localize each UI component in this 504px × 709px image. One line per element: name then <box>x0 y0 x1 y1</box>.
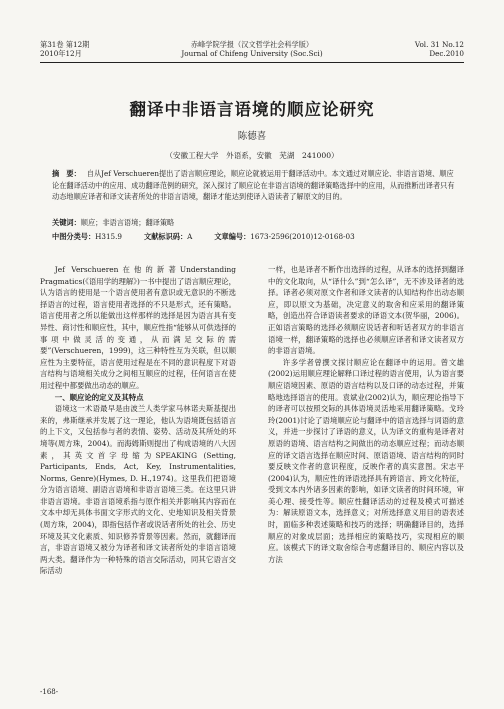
header-right <box>415 40 464 58</box>
doc-code: A <box>187 232 193 241</box>
abstract <box>52 168 456 203</box>
date-en: Dec.2010 <box>429 49 464 58</box>
journal-name-cn: 赤峰学院学报（汉文哲学社会科学版） <box>190 40 314 49</box>
header-left <box>40 40 89 58</box>
body-paragraph: 许多学者曾撰文探讨顺应论在翻译中的运用。曾文雄(2002)运用顺应理论解释口译过程的语言使用，认为语言要顺应语境因素、原语的语言结构以及口译的动态过程，并策略地选择语言的使用。袁斌业(2002)认为，顺应理论指导下的译者可以按照交际的具体语境灵活地采用翻译策略。戈玲玲(2001)讨论了语境顺应论与翻译中的语言选择与词语的意义，并进一步探讨了译语的意义，认为译文的重构是译者对原语的语境、语言结构之间做出的动态顺应过程；而动态顺应的译文语言选择在顺应时间、原语语境、语言结构的同时要反映文作者的意识程度，反映作者的真实意图。宋志平(2004)认为，顺应性的译语选择具有跨语言、跨文化特征，受到文本内外诸多因素的影响，如译文读者的时间环境，审美心理、接受性等。顺应性翻译活动的过程及模式可描述为：解读原语文本，选择意义；对所选择意义用目的语表述时，面临多种表述策略和技巧的选择；明确翻译目的，选择顺应的对象成层面；选择相应的策略技巧，实现相应的顺应。该模式下的译文取舍综合考虑翻译目的、顺应内容以及方法 <box>268 357 464 564</box>
keywords-label: 关键词： <box>52 218 81 227</box>
abstract-text: 自从Jef Verschueren提出了语言顺应理论，顺应论就被运用于翻译活动中。本文通过对顺应论、非语言语境、顺应论在翻译活动中的应用、成功翻译范例的研究，深入探讨了顺应论在非语言语境的翻译策略选择中的应用，从而推断出译者只有动态地顺应译者和译文读者所处的非语言语境，翻译才能达到使译入语读者了解原文的目的。 <box>52 169 455 201</box>
clc-label: 中图分类号： <box>52 232 96 241</box>
article-number: 1673-2596(2010)12-0168-03 <box>250 232 355 241</box>
author-affiliation: （安徽工程大学 外语系，安徽 芜湖 241000） <box>165 151 339 160</box>
page-number: -168- <box>40 688 59 696</box>
classification-line <box>52 232 456 242</box>
volume-issue-en: Vol. 31 No.12 <box>414 40 464 49</box>
paper-author: 陈德喜 <box>237 131 267 142</box>
body-paragraph: Jef Verschueren在他的新著Understanding Pragmatics(《语用学的理解》)一书中提出了语言顺应理论，认为语言的使用是一个语言使用者有意识或无意识的不断选择语言的过程，语言使用者选择的不只是形式，还有策略。语言使用者之所以能做出这样那样的选择是因为语言具有变异性、商讨性和顺应性，其中，顺应性指“能够从可供选择的事项中做灵活的变通，从而满足交际的需要”(Verschueren，1999)，这三种特性互为关联，但以顺应性为主要特征，语言使用过程是在不同的意识程度下对语言结构与语境相关成分之间相互顺应的过程，任何语言在使用过程中都要做出动态的顺应。 <box>40 265 236 390</box>
section-heading: 一、顺应论的定义及其特点 <box>54 392 144 402</box>
article-number-label: 文章编号： <box>214 232 251 241</box>
body-column-right <box>268 264 464 565</box>
body-column-left <box>40 264 236 577</box>
body-paragraph: 一样，也是译者不断作出选择的过程，从译本的选择到翻译中的文化取向，从“译什么”到“怎么译”，无不涉及译者的选择。译者必须对原文作者和译文读者的认知结构作出动态顺应，即以原文为基础，决定意义的取舍和应采用的翻译策略，创造出符合译语读者要求的译语文本(贺华丽，2006)。正如语言策略的选择必须顺应说话者和听话者双方的非语言语境一样，翻译策略的选择也必须顺应译者和译文读者双方的非语言语境。 <box>268 265 464 356</box>
volume-issue-cn: 第31卷 第12期 <box>40 40 90 49</box>
clc-number: H315.9 <box>95 232 122 241</box>
abstract-label: 摘 要： <box>52 169 81 178</box>
header-center <box>130 40 374 58</box>
date-cn: 2010年12月 <box>40 49 82 58</box>
header-rule <box>40 62 464 63</box>
body-paragraph: 语境这一术语最早是由波兰人类学家马林诺夫斯基提出来的，弗斯继承并发展了这一理论，他认为语境既包括语言的上下文，又包括参与者的表情、姿势、活动及其所处的环境等(周方珠，2004)。而海姆斯则提出了构成语境的八大因素，其英文首字母缩为SPEAKING (Setting, Participants, Ends, Act, Key, Instrumentalities, Norms, Genre)(Hymes, D. H.,1974)。这里我们把语境分为语言语境、副语言语境和非语言语境三类。在这里只讲非语言语境。非语言语境系指与原作相关并影响其内容而在文本中却无具体书面文字形式的文化、史地知识及相关背景(周方珠，2004)，即指包括作者或说话者所处的社会、历史环境及其文化素质、知识修养背景等因素。然而，就翻译而言，非语言语境又被分为译者和译文读者所处的非语言语境两大类。翻译作为一种特殊的语言交际活动，同其它语言交际活动 <box>40 404 236 576</box>
keywords <box>52 218 456 228</box>
doc-code-label: 文献标识码： <box>144 232 188 241</box>
journal-name-en: Journal of Chifeng University (Soc.Sci) <box>181 49 323 58</box>
keywords-text: 顺应；非语言语境；翻译策略 <box>80 218 175 227</box>
running-header <box>40 40 464 68</box>
paper-title: 翻译中非语言语境的顺应论研究 <box>129 100 375 119</box>
